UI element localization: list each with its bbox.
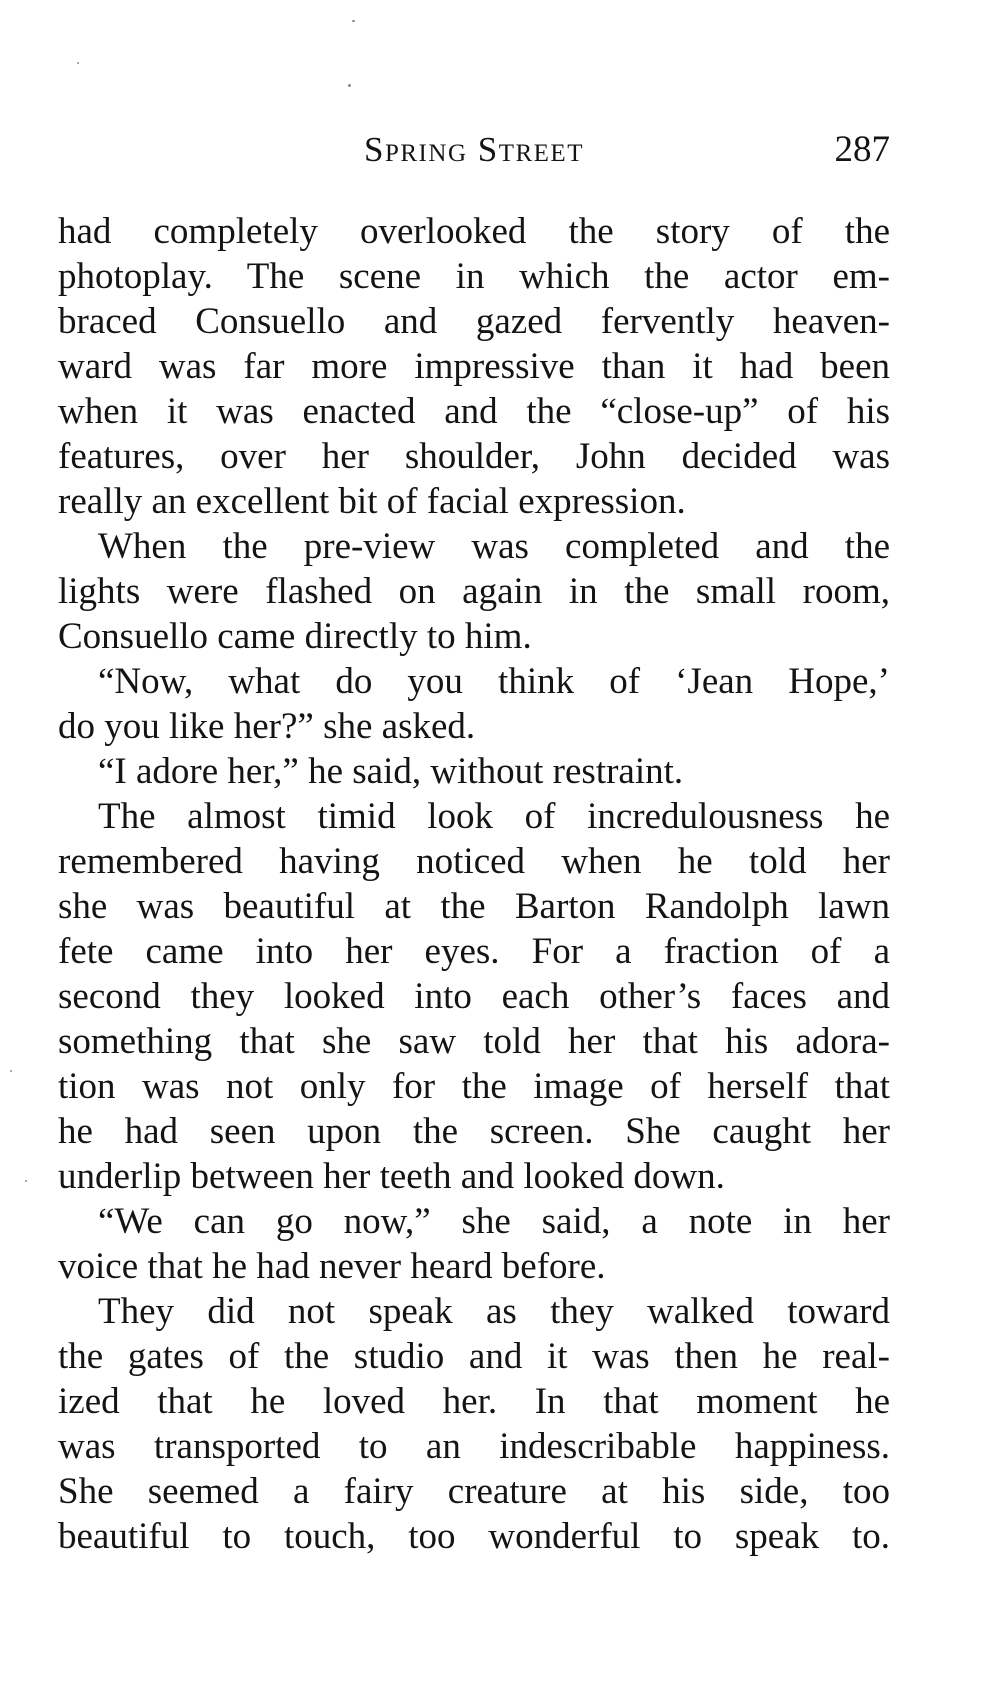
text-line: second they looked into each other’s faces and — [58, 976, 890, 1017]
text-line: “I adore her,” he said, without restraint. — [98, 751, 684, 792]
running-head: Spring Street — [364, 130, 584, 169]
text-line: he had seen upon the screen. She caught her — [58, 1111, 890, 1152]
text-line: fete came into her eyes. For a fraction of a — [58, 931, 890, 972]
text-line: had completely overlooked the story of the — [58, 211, 890, 252]
text-line: photoplay. The scene in which the actor em- — [58, 256, 890, 297]
print-speck — [25, 1180, 27, 1182]
text-line: Consuello came directly to him. — [58, 616, 532, 657]
text-line: voice that he had never heard before. — [58, 1246, 606, 1287]
text-line: underlip between her teeth and looked down. — [58, 1156, 725, 1197]
text-line: She seemed a fairy creature at his side, too — [58, 1471, 890, 1512]
text-line: features, over her shoulder, John decided was — [58, 436, 890, 477]
text-line: something that she saw told her that his adora- — [58, 1021, 890, 1062]
print-speck — [352, 20, 355, 22]
text-line: beautiful to touch, too wonderful to speak to. — [58, 1516, 890, 1557]
text-line: braced Consuello and gazed fervently heaven- — [58, 301, 890, 342]
text-line: When the pre-view was completed and the — [98, 526, 890, 567]
print-speck — [10, 1070, 12, 1072]
text-line: The almost timid look of incredulousness he — [98, 796, 890, 837]
text-line: “We can go now,” she said, a note in her — [98, 1201, 890, 1242]
text-line: was transported to an indescribable happiness. — [58, 1426, 890, 1467]
text-line: lights were flashed on again in the small room, — [58, 571, 890, 612]
print-speck — [348, 84, 351, 87]
text-line: tion was not only for the image of herself that — [58, 1066, 890, 1107]
print-speck — [77, 62, 79, 64]
body-text — [58, 209, 890, 1559]
text-line: she was beautiful at the Barton Randolph lawn — [58, 886, 890, 927]
text-line: when it was enacted and the “close-up” of his — [58, 391, 890, 432]
text-line: They did not speak as they walked toward — [98, 1291, 890, 1332]
page-header — [58, 125, 890, 175]
text-line: “Now, what do you think of ‘Jean Hope,’ — [98, 661, 890, 702]
text-line: ized that he loved her. In that moment he — [58, 1381, 890, 1422]
text-line: really an excellent bit of facial expression. — [58, 481, 686, 522]
text-line: ward was far more impressive than it had been — [58, 346, 890, 387]
page-number: 287 — [834, 129, 890, 170]
text-line: do you like her?” she asked. — [58, 706, 476, 747]
text-line: the gates of the studio and it was then he real- — [58, 1336, 890, 1377]
text-line: remembered having noticed when he told her — [58, 841, 890, 882]
